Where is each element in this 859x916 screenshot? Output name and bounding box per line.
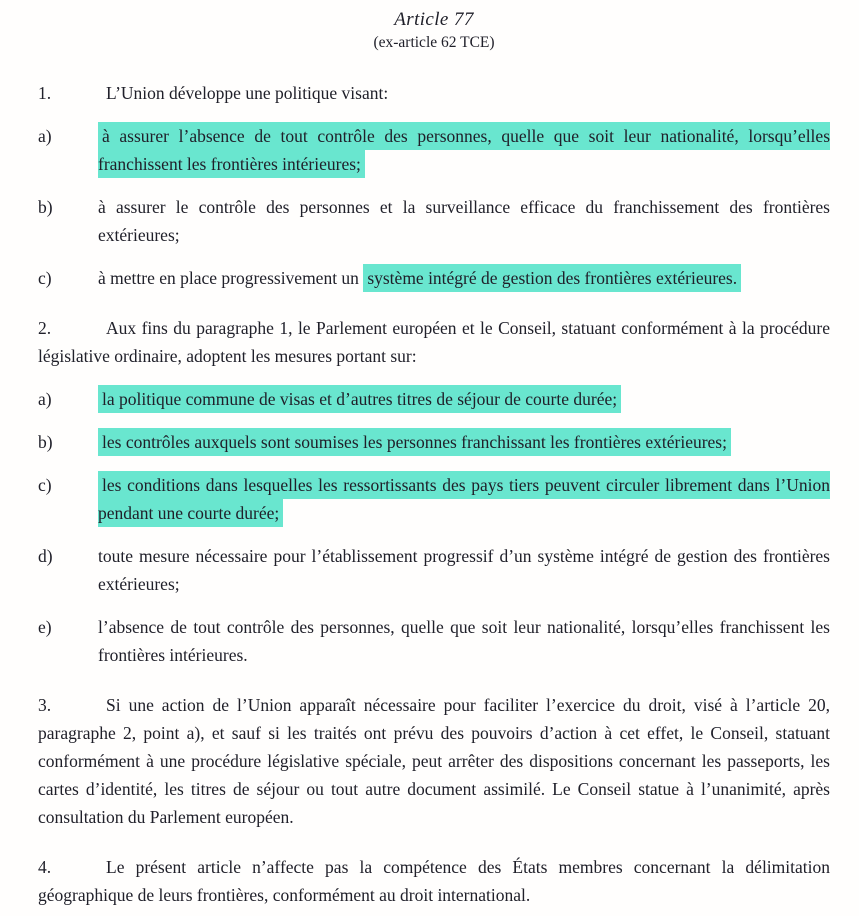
item-text: toute mesure nécessaire pour l’établissement progressif d’un système intégré de gestion des frontières extérieures; bbox=[98, 546, 830, 594]
item-label: b) bbox=[38, 197, 53, 217]
highlighted-text: la politique commune de visas et d’autres titres de séjour de courte durée; bbox=[98, 385, 621, 413]
paragraph-text: Aux fins du paragraphe 1, le Parlement européen et le Conseil, statuant conformément à la procédure législative ordinaire, adoptent les mesures portant sur: bbox=[38, 318, 830, 366]
paragraph bbox=[38, 79, 830, 107]
item-text: l’absence de tout contrôle des personnes, quelle que soit leur nationalité, lorsqu’elles franchissent les frontières intérieures. bbox=[98, 617, 830, 665]
item-label: c) bbox=[38, 268, 52, 288]
paragraph-text: Si une action de l’Union apparaît nécessaire pour faciliter l’exercice du droit, visé à l’article 20, paragraphe 2, point a), et sauf si les traités ont prévu des pouvoirs d’action à cet effet, le Conseil, statuant conformément à une procédure législative spéciale, peut arrêter des dispositions concernant les passeports, les cartes d’identité, les titres de séjour ou tout autre document assimilé. Le Conseil statue à l’unanimité, après consultation du Parlement européen. bbox=[38, 695, 830, 827]
paragraph-number: 3. bbox=[38, 695, 52, 715]
paragraph bbox=[38, 853, 830, 909]
article-body bbox=[38, 79, 830, 909]
item-label: c) bbox=[38, 475, 52, 495]
item-text: à assurer le contrôle des personnes et la surveillance efficace du franchissement des frontières extérieures; bbox=[98, 197, 830, 245]
paragraph-number: 2. bbox=[38, 318, 52, 338]
list-item bbox=[38, 264, 830, 292]
article-subtitle: (ex-article 62 TCE) bbox=[373, 34, 495, 51]
paragraph-text: L’Union développe une politique visant: bbox=[106, 83, 389, 103]
list-item bbox=[38, 193, 830, 249]
paragraph bbox=[38, 691, 830, 831]
list-item bbox=[38, 613, 830, 669]
item-label: d) bbox=[38, 546, 53, 566]
article-title: Article 77 bbox=[394, 9, 474, 30]
paragraph-text: Le présent article n’affecte pas la compétence des États membres concernant la délimitation géographique de leurs frontières, conformément au droit international. bbox=[38, 857, 830, 905]
item-label: a) bbox=[38, 389, 52, 409]
paragraph-number: 4. bbox=[38, 857, 52, 877]
item-text: à mettre en place progressivement un bbox=[98, 268, 364, 288]
paragraph-number: 1. bbox=[38, 83, 52, 103]
list-item bbox=[38, 542, 830, 598]
list-item bbox=[38, 471, 830, 527]
item-label: a) bbox=[38, 126, 52, 146]
highlighted-text: les conditions dans lesquelles les ressortissants des pays tiers peuvent circuler librement dans l’Union pendant une courte durée; bbox=[98, 471, 830, 527]
list-item bbox=[38, 428, 830, 456]
paragraph bbox=[38, 314, 830, 370]
list-item bbox=[38, 122, 830, 178]
highlighted-text: à assurer l’absence de tout contrôle des personnes, quelle que soit leur nationalité, lorsqu’elles franchissent les frontières intérieures; bbox=[98, 122, 830, 178]
list-item bbox=[38, 385, 830, 413]
highlighted-text: système intégré de gestion des frontières extérieures. bbox=[363, 264, 741, 292]
article-header bbox=[38, 8, 830, 52]
item-label: e) bbox=[38, 617, 52, 637]
highlighted-text: les contrôles auxquels sont soumises les personnes franchissant les frontières extérieures; bbox=[98, 428, 731, 456]
item-label: b) bbox=[38, 432, 53, 452]
